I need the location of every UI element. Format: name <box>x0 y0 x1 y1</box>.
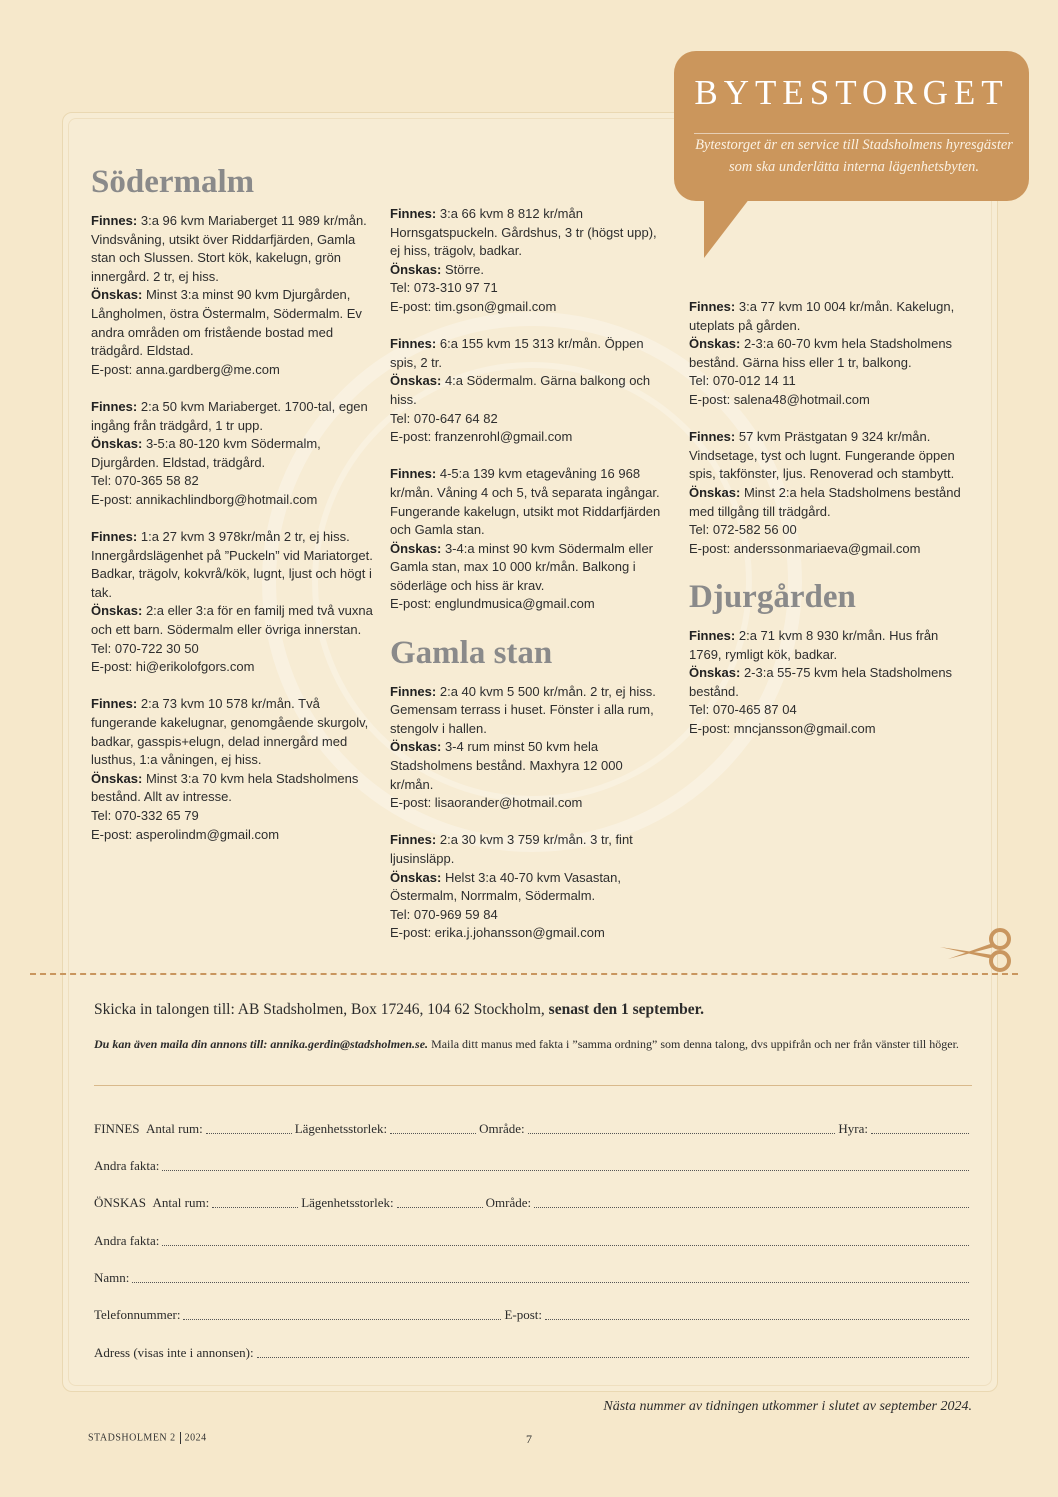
adress-label: Adress (visas inte i annonsen): <box>94 1345 254 1360</box>
finnes-text: 2:a 30 kvm 3 759 kr/mån. 3 tr, fint ljusinsläpp. <box>390 832 633 866</box>
finnes-label: Finnes: <box>689 299 736 314</box>
onskas-label: Önskas: <box>689 665 741 681</box>
finnes-label: Finnes: <box>689 627 736 643</box>
onskas-label: Önskas: <box>390 739 442 755</box>
finnes-text: 3:a 96 kvm Mariaberget 11 989 kr/mån. Vindsvåning, utsikt över Riddarfjärden, Gamla stan och Slussen. Stort kök, kakelugn, grön innergård. 2 tr, ej hiss. <box>91 213 367 284</box>
column-2 <box>390 205 665 962</box>
onskas-storlek-field[interactable] <box>397 1207 483 1208</box>
andra-fakta-label: Andra fakta: <box>94 1233 160 1248</box>
listing <box>689 627 964 739</box>
contact-email[interactable]: E-post: asperolindm@gmail.com <box>91 826 280 842</box>
form-divider <box>94 1085 972 1086</box>
finnes-label: Finnes: <box>91 213 138 228</box>
listing <box>390 831 665 943</box>
antal-rum-label: Antal rum: <box>146 1121 203 1136</box>
section-title-djurgarden: Djurgården <box>689 578 856 615</box>
onskas-antal-rum-field[interactable] <box>212 1207 298 1208</box>
contact-phone: Tel: 070-969 59 84 <box>390 906 498 922</box>
contact-phone: Tel: 070-012 14 11 <box>689 373 796 389</box>
onskas-andra-fakta-row <box>94 1233 972 1249</box>
finnes-andra-fakta-row <box>94 1158 972 1174</box>
finnes-label: Finnes: <box>91 696 138 712</box>
finnes-text: 2:a 71 kvm 8 930 kr/mån. Hus från 1769, rymligt kök, badkar. <box>689 627 939 662</box>
onskas-text: 2-3:a 60-70 kvm hela Stadsholmens bestånd. Gärna hiss eller 1 tr, balkong. <box>689 336 953 370</box>
send-address: Skicka in talongen till: AB Stadsholmen, Box 17246, 104 62 Stockholm, <box>94 1001 545 1018</box>
contact-phone: Tel: 070-647 64 82 <box>390 410 498 426</box>
contact-phone: Tel: 070-365 58 82 <box>91 473 199 489</box>
telefon-field[interactable] <box>183 1319 501 1320</box>
finnes-text: 57 kvm Prästgatan 9 324 kr/mån. Vindsetage, tyst och lugnt. Fungerande öppen spis, takfönster, ljus. Renoverad och stambytt. <box>689 429 955 482</box>
onskas-label: Önskas: <box>689 484 741 500</box>
finnes-omrade-field[interactable] <box>528 1133 836 1134</box>
mail-address[interactable]: Du kan även maila din annons till: annika.gerdin@stadsholmen.se. <box>94 1037 429 1051</box>
onskas-text: 3-4 rum minst 50 kvm hela Stadsholmens bestånd. Maxhyra 12 000 kr/mån. <box>390 739 623 792</box>
listing <box>91 695 381 844</box>
finnes-andra-fakta-field[interactable] <box>162 1170 969 1171</box>
onskas-text: 3-4:a minst 90 kvm Södermalm eller Gamla stan, max 10 000 kr/mån. Balkong i söderläge och hiss är krav. <box>390 540 654 593</box>
listing <box>689 298 964 410</box>
onskas-label: Önskas: <box>91 436 143 452</box>
contact-email[interactable]: E-post: mncjansson@gmail.com <box>689 720 876 736</box>
send-instruction <box>94 1001 704 1019</box>
antal-rum-label: Antal rum: <box>152 1195 210 1210</box>
contact-phone: Tel: 070-722 30 50 <box>91 640 199 656</box>
contact-phone: Tel: 073-310 97 71 <box>390 280 498 296</box>
next-issue-note: Nästa nummer av tidningen utkommer i slutet av september 2024. <box>603 1399 972 1414</box>
onskas-omrade-field[interactable] <box>534 1207 969 1208</box>
finnes-label: Finnes: <box>390 206 437 221</box>
listing <box>390 205 665 317</box>
onskas-form-label: ÖNSKAS <box>94 1195 147 1210</box>
finnes-text: 1:a 27 kvm 3 978kr/mån 2 tr, ej hiss. Innergårdslägenhet på ”Puckeln” vid Mariatorget. Badkar, trägolv, kokvrå/kök, lugnt, ljust och högt i tak. <box>91 529 373 600</box>
scissors-icon <box>938 925 1018 975</box>
cut-line <box>30 973 1018 975</box>
mail-instruction <box>94 1036 964 1053</box>
telefon-label: Telefonnummer: <box>94 1307 181 1322</box>
onskas-text: Större. <box>444 261 484 277</box>
onskas-label: Önskas: <box>390 373 442 389</box>
column-3 <box>689 298 964 757</box>
footer-publication <box>88 1432 207 1444</box>
section-title-gamla-stan: Gamla stan <box>390 634 553 671</box>
section-title-sodermalm: Södermalm <box>91 164 255 200</box>
listing <box>689 428 964 558</box>
onskas-text: Minst 2:a hela Stadsholmens bestånd med tillgång till trädgård. <box>689 484 961 519</box>
contact-phone: Tel: 072-582 56 00 <box>689 522 797 538</box>
listing <box>390 683 665 813</box>
publication-year: 2024 <box>184 1432 207 1444</box>
finnes-label: Finnes: <box>689 429 736 445</box>
finnes-hyra-field[interactable] <box>871 1133 969 1134</box>
onskas-text: Minst 3:a 70 kvm hela Stadsholmens bestånd. Allt av intresse. <box>91 770 359 805</box>
finnes-text: 4-5:a 139 kvm etagevåning 16 968 kr/mån. Våning 4 och 5, två separata ingångar. Fungerande kakelugn, utsikt mot Riddarfjärden och Gamla stan. <box>390 466 661 538</box>
onskas-label: Önskas: <box>689 336 741 352</box>
onskas-label: Önskas: <box>91 770 143 786</box>
epost-field[interactable] <box>545 1319 969 1320</box>
banner-title: BYTESTORGET <box>694 73 1009 112</box>
contact-phone: Tel: 070-465 87 04 <box>689 702 797 718</box>
onskas-label: Önskas: <box>390 261 442 277</box>
contact-email[interactable]: E-post: englundmusica@gmail.com <box>390 596 595 612</box>
finnes-label: Finnes: <box>390 336 437 352</box>
omrade-label: Område: <box>485 1195 532 1210</box>
storlek-label: Lägenhetsstorlek: <box>301 1195 394 1210</box>
footer-separator <box>180 1432 181 1444</box>
omrade-label: Område: <box>479 1121 525 1136</box>
telefon-row <box>94 1307 972 1323</box>
onskas-label: Önskas: <box>91 603 143 619</box>
hyra-label: Hyra: <box>838 1121 868 1136</box>
finnes-storlek-field[interactable] <box>390 1133 476 1134</box>
contact-email[interactable]: E-post: salena48@hotmail.com <box>689 391 870 407</box>
send-deadline: senast den 1 september. <box>548 1001 704 1018</box>
onskas-row <box>94 1195 972 1211</box>
column-1 <box>91 162 381 863</box>
banner-description: Bytestorget är en service till Stadsholmens hyresgäster som ska underlätta interna lägenhetsbyten. <box>695 137 1013 175</box>
adress-row <box>94 1345 972 1361</box>
adress-field[interactable] <box>257 1357 969 1358</box>
contact-phone: Tel: 070-332 65 79 <box>91 808 199 823</box>
onskas-text: Helst 3:a 40-70 kvm Vasastan, Östermalm, Norrmalm, Södermalm. <box>390 869 622 904</box>
contact-email[interactable]: E-post: tim.gson@gmail.com <box>390 298 557 314</box>
onskas-text: 4:a Södermalm. Gärna balkong och hiss. <box>390 373 651 407</box>
finnes-text: 6:a 155 kvm 15 313 kr/mån. Öppen spis, 2 tr. <box>390 336 644 370</box>
contact-email[interactable]: E-post: erika.j.johansson@gmail.com <box>390 925 605 941</box>
listing <box>390 465 665 614</box>
storlek-label: Lägenhetsstorlek: <box>294 1121 388 1136</box>
contact-email[interactable]: E-post: anna.gardberg@me.com <box>91 361 280 377</box>
finnes-label: Finnes: <box>91 529 138 545</box>
onskas-andra-fakta-field[interactable] <box>162 1245 969 1246</box>
page-number: 7 <box>526 1432 532 1446</box>
contact-email[interactable]: E-post: franzenrohl@gmail.com <box>390 429 573 445</box>
finnes-label: Finnes: <box>390 466 437 482</box>
onskas-label: Önskas: <box>91 287 143 303</box>
finnes-row <box>94 1121 972 1137</box>
onskas-text: 2-3:a 55-75 kvm hela Stadsholmens bestånd. <box>689 665 953 699</box>
epost-label: E-post: <box>504 1307 543 1322</box>
contact-email[interactable]: E-post: lisaorander@hotmail.com <box>390 795 583 811</box>
listing <box>91 212 381 379</box>
mail-details: Maila ditt manus med fakta i ”samma ordning” som denna talong, dvs uppifrån och ner från vänster till höger. <box>431 1037 959 1051</box>
onskas-label: Önskas: <box>390 869 442 885</box>
finnes-text: 3:a 66 kvm 8 812 kr/mån Hornsgatspuckeln. Gårdshus, 3 tr (högst upp), ej hiss, trägolv, badkar. <box>390 206 657 259</box>
finnes-label: Finnes: <box>390 683 437 699</box>
finnes-text: 3:a 77 kvm 10 004 kr/mån. Kakelugn, uteplats på gården. <box>689 299 955 333</box>
finnes-label: Finnes: <box>91 398 138 414</box>
onskas-label: Önskas: <box>390 540 442 556</box>
onskas-text: 2:a eller 3:a för en familj med två vuxna och ett barn. Södermalm eller övriga innerstan. <box>91 603 373 638</box>
finnes-text: 2:a 50 kvm Mariaberget. 1700-tal, egen ingång från trädgård, 1 tr upp. <box>91 398 368 433</box>
namn-label: Namn: <box>94 1270 130 1285</box>
finnes-form-label: FINNES <box>94 1121 140 1136</box>
listing <box>91 528 381 677</box>
namn-row <box>94 1270 972 1286</box>
banner-speech-tail <box>704 198 750 258</box>
publication-name: STADSHOLMEN 2 <box>88 1432 176 1444</box>
finnes-text: 2:a 73 kvm 10 578 kr/mån. Två fungerande kakelugnar, genomgående skurgolv, badkar, gasspis+elugn, delad innergård med lusthus, 1:a våningen, ej hiss. <box>91 696 369 768</box>
bytestorget-banner <box>674 51 1029 201</box>
onskas-text: 3-5:a 80-120 kvm Södermalm, Djurgården. Eldstad, trädgård. <box>91 436 321 470</box>
namn-field[interactable] <box>132 1282 969 1283</box>
finnes-text: 2:a 40 kvm 5 500 kr/mån. 2 tr, ej hiss. Gemensam terrass i huset. Fönster i alla rum, stengolv i hallen. <box>390 683 656 736</box>
finnes-label: Finnes: <box>390 832 437 848</box>
listing <box>390 335 665 447</box>
andra-fakta-label: Andra fakta: <box>94 1158 160 1173</box>
contact-email[interactable]: E-post: hi@erikolofgors.com <box>91 659 255 675</box>
onskas-text: Minst 3:a minst 90 kvm Djurgården, Långholmen, östra Östermalm, Södermalm. Ev andra områden om fristående bostad med trädgård. Eldstad. <box>91 287 362 359</box>
listing <box>91 398 381 510</box>
finnes-antal-rum-field[interactable] <box>206 1133 292 1134</box>
contact-email[interactable]: E-post: anderssonmariaeva@gmail.com <box>689 540 921 556</box>
contact-email[interactable]: E-post: annikachlindborg@hotmail.com <box>91 491 318 507</box>
